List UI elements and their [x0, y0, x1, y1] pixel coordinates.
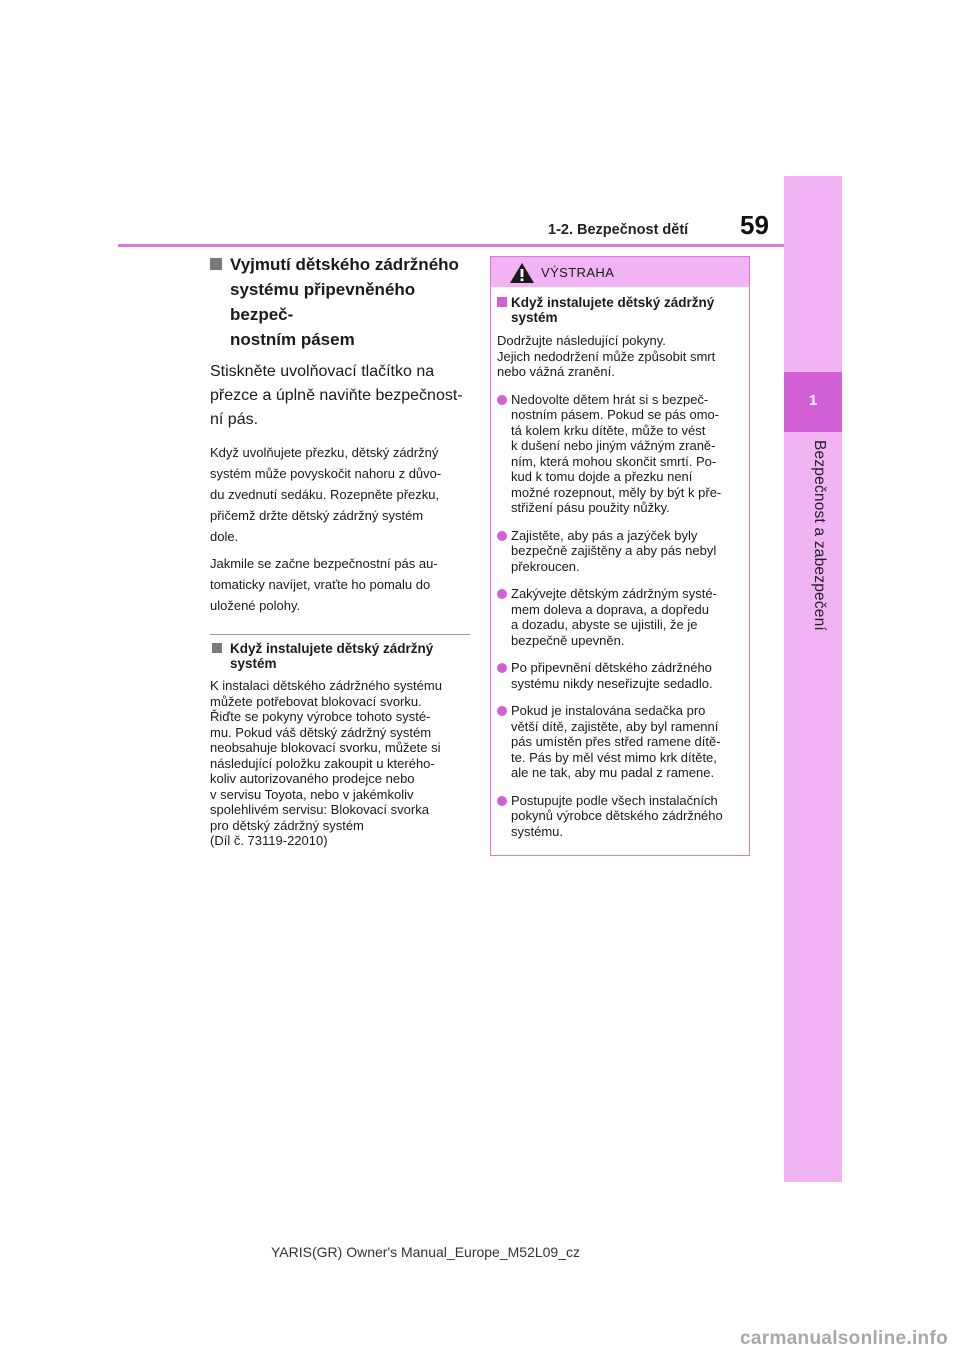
warning-box: [490, 256, 750, 856]
bullet-line: pás umístěn přes střed ramene dítě-: [511, 734, 721, 749]
bullet-line: nostním pásem. Pokud se pás omo-: [511, 407, 720, 422]
note-line: neobsahuje blokovací svorku, můžete si: [210, 740, 441, 755]
bullet-line: Po připevnění dětského zádržného: [511, 660, 712, 675]
chapter-number: 1: [808, 392, 818, 409]
bullet-line: k dušení nebo jiným vážným zraně-: [511, 438, 716, 453]
section-heading: [210, 252, 470, 352]
square-bullet-icon: [212, 643, 222, 653]
note-paragraph: [210, 678, 470, 849]
note-line: následující položku zakoupit u kterého-: [210, 755, 435, 771]
bullet-line: střižení pásu použity nůžky.: [511, 500, 670, 515]
square-bullet-icon: [210, 258, 222, 270]
header-rule: [118, 244, 784, 247]
note-heading-line: Když instalujete dětský zádržný: [230, 641, 434, 656]
heading-line: Vyjmutí dětského zádržného: [230, 255, 459, 274]
bullet-line: bezpečně upevněn.: [511, 632, 625, 648]
round-bullet-icon: [497, 663, 507, 673]
bullet-line: ale ne tak, aby mu padal z ramene.: [511, 765, 715, 780]
warning-body: [491, 287, 749, 839]
watermark: carmanualsonline.info: [740, 1328, 948, 1349]
note-line: pro dětský zádržný systém: [210, 817, 364, 833]
bullet-line: ním, která mohou skončit smrtí. Po-: [511, 453, 717, 469]
note-line: spolehlivém servisu: Blokovací svorka: [210, 802, 429, 817]
lead-line: přezce a úplně naviňte bezpečnost-: [210, 387, 463, 404]
bullet-line: překroucen.: [511, 558, 580, 574]
body-line: dole.: [210, 529, 239, 544]
left-column: [210, 252, 470, 849]
section-title: 1-2. Bezpečnost dětí: [548, 222, 689, 238]
bullet-line: te. Pás by měl vést mimo krk dítěte,: [511, 749, 717, 765]
lead-line: ní pás.: [210, 411, 259, 428]
paragraph-1: [210, 442, 470, 547]
bullet-line: a dozadu, abyste se ujistili, že je: [511, 617, 698, 632]
bullet-line: Postupujte podle všech instalačních: [511, 792, 718, 808]
round-bullet-icon: [497, 589, 507, 599]
body-line: Když uvolňujete přezku, dětský zádržný: [210, 445, 439, 460]
intro-line: Dodržujte následující pokyny.: [497, 333, 666, 348]
round-bullet-icon: [497, 531, 507, 541]
body-line: přičemž držte dětský zádržný systém: [210, 508, 424, 523]
warning-bullet-item: [497, 660, 745, 691]
note-line: mu. Pokud váš dětský zádržný systém: [210, 724, 432, 740]
body-line: systém může povyskočit nahoru z důvo-: [210, 466, 442, 481]
warning-triangle-icon: [509, 262, 535, 284]
note-line: koliv autorizovaného prodejce nebo: [210, 771, 415, 786]
body-line: uložené polohy.: [210, 598, 301, 613]
paragraph-2: [210, 553, 470, 616]
bullet-line: větší dítě, zajistěte, aby byl ramenní: [511, 718, 719, 734]
round-bullet-icon: [497, 706, 507, 716]
warning-bullet-item: [497, 392, 745, 516]
round-bullet-icon: [497, 395, 507, 405]
body-line: Jakmile se začne bezpečnostní pás au-: [210, 556, 438, 571]
note-line: v servisu Toyota, nebo v jakémkoliv: [210, 786, 414, 802]
bullet-line: Pokud je instalována sedačka pro: [511, 703, 706, 718]
warning-heading: [497, 295, 745, 325]
bullet-line: pokynů výrobce dětského zádržného: [511, 808, 723, 823]
bullet-line: Nedovolte dětem hrát si s bezpeč-: [511, 391, 709, 407]
note-heading-line: systém: [230, 656, 277, 671]
heading-line: systému připevněného bezpeč-: [230, 280, 416, 324]
square-bullet-icon: [497, 297, 507, 307]
page-number: 59: [740, 210, 769, 240]
note-line: K instalaci dětského zádržného systému: [210, 678, 442, 693]
bullet-line: Zakývejte dětským zádržným systé-: [511, 586, 717, 601]
warning-bullet-item: [497, 528, 745, 575]
heading-line: nostním pásem: [230, 330, 355, 349]
chapter-title: Bezpečnost a zabezpečení: [811, 440, 828, 631]
warning-intro: [497, 333, 745, 380]
bullet-line: mem doleva a doprava, a dopředu: [511, 601, 710, 617]
bullet-line: kud k tomu dojde a přezku není: [511, 469, 693, 484]
warning-heading-line: systém: [511, 310, 558, 325]
intro-line: nebo vážná zranění.: [497, 364, 615, 379]
bullet-line: systému.: [511, 823, 564, 839]
note-line: (Díl č. 73119-22010): [210, 833, 328, 848]
note-line: můžete potřebovat blokovací svorku.: [210, 693, 422, 709]
bullet-line: bezpečně zajištěny a aby pás nebyl: [511, 543, 717, 558]
section-divider: [210, 634, 470, 635]
bullet-line: možné rozepnout, měly by být k pře-: [511, 484, 722, 500]
note-heading: [210, 641, 470, 671]
body-line: tomaticky navíjet, vraťte ho pomalu do: [210, 577, 431, 592]
warning-bullet-item: [497, 586, 745, 648]
note-line: Řiďte se pokyny výrobce tohoto systé-: [210, 709, 431, 724]
warning-bullet-item: [497, 703, 745, 781]
warning-header: [491, 257, 749, 287]
body-line: du zvednutí sedáku. Rozepněte přezku,: [210, 487, 440, 502]
lead-paragraph: [210, 360, 470, 432]
warning-heading-line: Když instalujete dětský zádržný: [511, 295, 715, 310]
footer-manual-id: YARIS(GR) Owner's Manual_Europe_M52L09_cz: [271, 1244, 580, 1260]
intro-line: Jejich nedodržení může způsobit smrt: [497, 348, 716, 364]
lead-line: Stiskněte uvolňovací tlačítko na: [210, 363, 435, 380]
warning-bullet-list: [497, 392, 745, 840]
warning-bullet-item: [497, 793, 745, 840]
warning-label: VÝSTRAHA: [541, 265, 615, 280]
bullet-line: Zajistěte, aby pás a jazýček byly: [511, 527, 698, 543]
bullet-line: systému nikdy neseřizujte sedadlo.: [511, 675, 713, 691]
round-bullet-icon: [497, 796, 507, 806]
bullet-line: tá kolem krku dítěte, může to vést: [511, 422, 706, 438]
